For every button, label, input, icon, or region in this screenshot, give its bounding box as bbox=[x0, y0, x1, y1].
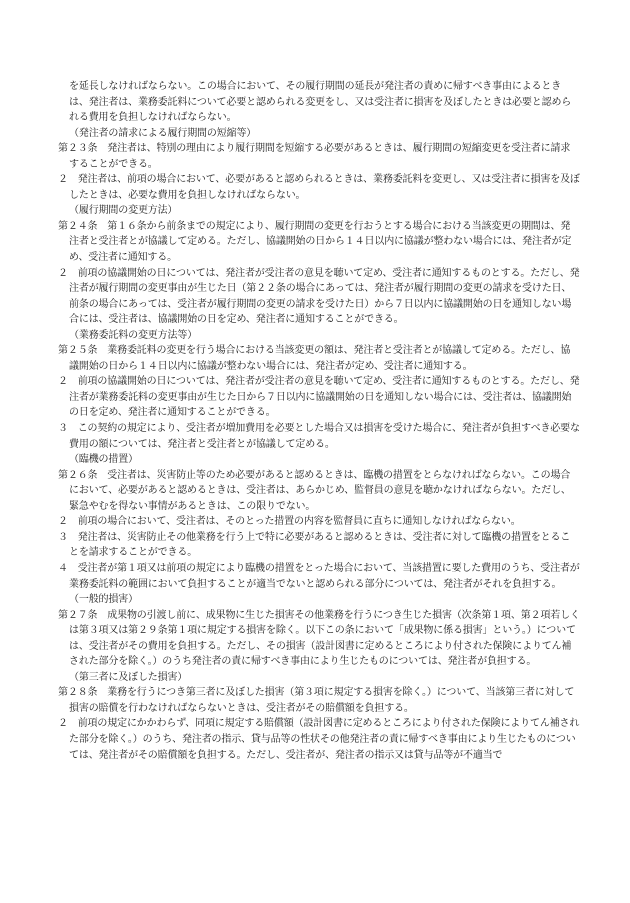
article-26: 第２６条 受注者は、災害防止等のため必要があると認めるときは、臨機の措置をとらなければならない。この場合において、必要があると認めるときは、受注者は、あらかじめ、監督員の意見を聴かなければならない。ただし、緊急やむを得ない事情があるときは、この限りでない。 bbox=[58, 469, 571, 512]
article-heading: （業務委託料の変更方法等） bbox=[69, 329, 198, 341]
article-28-paragraph-2: ２ 前項の規定にかかわらず、同項に規定する賠償額（設計図書に定めるところにより付された保険によりてん補された部分を除く。）のうち、発注者の指示、貸与品等の性状その他発注者の責に帰すべき事由により生じたものについては、発注者がその賠償額を負担する。ただし、受注者が、発注者の指示又は貸与品等が不適当で bbox=[58, 718, 580, 761]
article-25-paragraph-3: ３ この契約の規定により、受注者が増加費用を必要とした場合又は損害を受けた場合に、発注者が負担すべき必要な費用の額については、発注者と受注者とが協議して定める。 bbox=[58, 423, 580, 450]
article-23: 第２３条 発注者は、特別の理由により履行期間を短縮する必要があるときは、履行期間の短縮変更を受注者に請求することができる。 bbox=[58, 143, 571, 170]
article-24-paragraph-2: ２ 前項の協議開始の日については、発注者が受注者の意見を聴いて定め、受注者に通知するものとする。ただし、発注者が履行期間の変更事由が生じた日（第２２条の場合にあっては、発注者が履行期間の変更の請求を受けた日、前条の場合にあっては、受注者が履行期間の変更の請求を受けた日）から７日以内に協議開始の日を通知しない場合には、受注者は、協議開始の日を定め、発注者に通知することができる。 bbox=[58, 267, 580, 326]
article-27: 第２７条 成果物の引渡し前に、成果物に生じた損害その他業務を行うにつき生じた損害（次条第１項、第２項若しくは第３項又は第２９条第１項に規定する損害を除く。以下この条において「成果物に係る損害」という。）については、受注者がその費用を負担する。ただし、その損害（設計図書に定めるところにより付された保険によりてん補された部分を除く。）のうち発注者の責に帰すべき事由により生じたものについては、発注者が負担する。 bbox=[58, 609, 580, 668]
article-24: 第２４条 第１６条から前条までの規定により、履行期間の変更を行おうとする場合における当該変更の期間は、発注者と受注者とが協議して定める。ただし、協議開始の日から１４日以内に協議が整わない場合には、発注者が定め、受注者に通知する。 bbox=[58, 220, 572, 264]
continued-paragraph: を延長しなければならない。この場合において、その履行期間の延長が発注者の責めに帰すべき事由によるときは、発注者は、業務委託料について必要と認められる変更をし、又は受注者に損害を及ぼしたときは必要と認められる費用を負担しなければならない。 bbox=[69, 81, 572, 124]
article-26-paragraph-4: ４ 受注者が第１項又は前項の規定により臨機の措置をとった場合において、当該措置に要した費用のうち、受注者が業務委託料の範囲において負担することが適当でないと認められる部分については、発注者がそれを負担する。 bbox=[58, 562, 580, 590]
article-heading: （一般的損害） bbox=[69, 594, 138, 606]
article-heading: （発注者の請求による履行期間の短縮等） bbox=[69, 127, 257, 139]
article-25-paragraph-2: ２ 前項の協議開始の日については、発注者が受注者の意見を聴いて定め、受注者に通知するものとする。ただし、発注者が業務委託料の変更事由が生じた日から７日以内に協議開始の日を通知しない場合には、受注者は、協議開始の日を定め、発注者に通知することができる。 bbox=[58, 376, 580, 419]
article-heading: （履行期間の変更方法） bbox=[69, 205, 178, 217]
article-25: 第２５条 業務委託料の変更を行う場合における当該変更の額は、発注者と受注者とが協議して定める。ただし、協議開始の日から１４日以内に協議が整わない場合には、発注者が定め、受注者に通知する。 bbox=[58, 345, 571, 372]
article-28: 第２８条 業務を行うにつき第三者に及ぼした損害（第３項に規定する損害を除く。）について、当該第三者に対して損害の賠償を行わなければならないときは、受注者がその賠償額を負担する。 bbox=[58, 687, 575, 714]
article-26-paragraph-3: ３ 発注者は、災害防止その他業務を行う上で特に必要があると認めるときは、受注者に対して臨機の措置をとることを請求することができる。 bbox=[58, 531, 571, 559]
article-heading: （第三者に及ぼした損害） bbox=[69, 671, 188, 683]
article-26-paragraph-2: ２ 前項の場合において、受注者は、そのとった措置の内容を監督員に直ちに通知しなければならない。 bbox=[58, 516, 521, 528]
article-23-paragraph-2: ２ 発注者は、前項の場合において、必要があると認められるときは、業務委託料を変更し、又は受注者に損害を及ぼしたときは、必要な費用を負担しなければならない。 bbox=[58, 174, 580, 201]
article-heading: （臨機の措置） bbox=[69, 454, 138, 466]
document-body bbox=[58, 79, 580, 763]
